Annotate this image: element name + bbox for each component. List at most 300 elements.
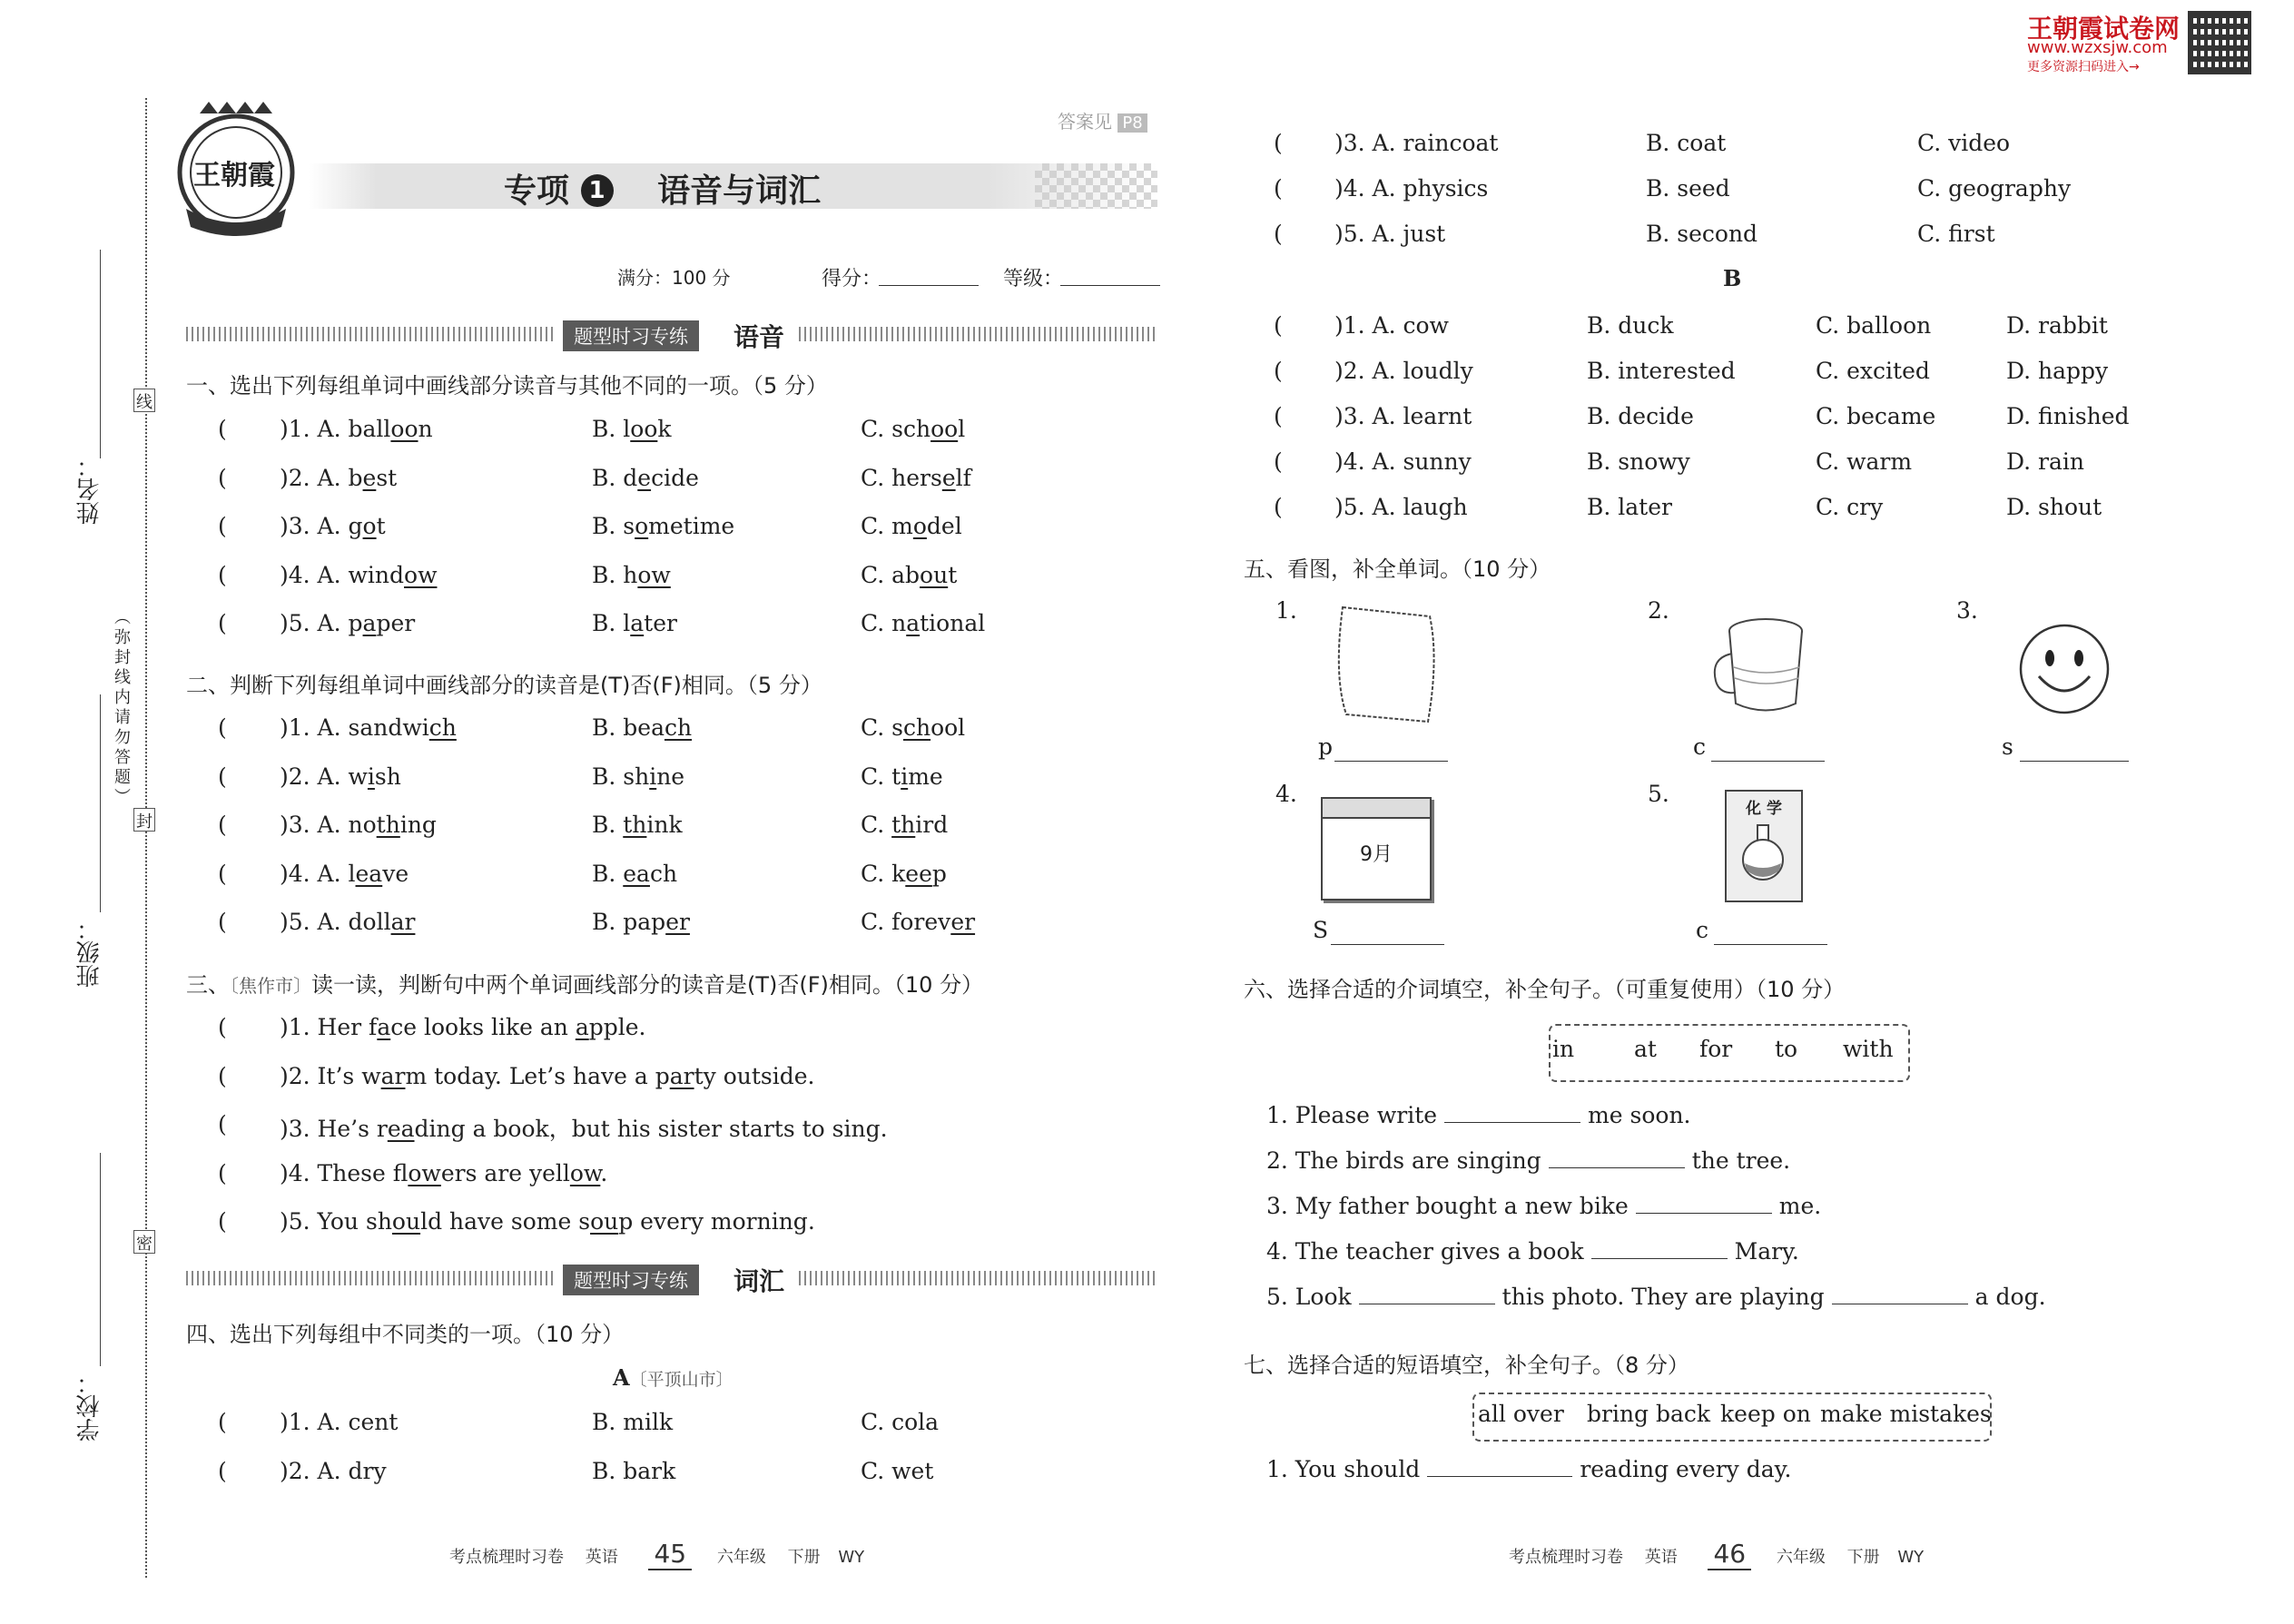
s6-word-to: to bbox=[1775, 1036, 1798, 1062]
class-field-line bbox=[100, 694, 101, 912]
s4b-option-c-1: C. balloon bbox=[1816, 312, 1932, 339]
sentence-text: 1. Please write bbox=[1266, 1102, 1438, 1128]
sentence-underlined: ea bbox=[387, 1116, 415, 1142]
school-label: 学校： bbox=[76, 1371, 103, 1442]
option-text: B. d bbox=[592, 464, 638, 491]
s4a-answer-paren-4[interactable]: ( bbox=[1274, 175, 1283, 202]
option-text: cide bbox=[651, 464, 699, 491]
s2-answer-paren-1[interactable]: ( bbox=[218, 714, 227, 741]
footer-right-book: 考点梳理时习卷 bbox=[1509, 1548, 1623, 1567]
sentence-text: 2. The birds are singing bbox=[1266, 1147, 1541, 1174]
sentence-text: me. bbox=[1778, 1193, 1822, 1219]
score-blank bbox=[879, 285, 979, 286]
sentence-underlined: ar bbox=[669, 1062, 694, 1089]
answer-ref-page: P8 bbox=[1117, 113, 1147, 133]
option-underlined: ea bbox=[623, 860, 650, 887]
s1-option-b-4 bbox=[592, 562, 671, 588]
option-text: C. n bbox=[861, 610, 907, 636]
s1-option-c-5 bbox=[861, 610, 985, 636]
s3-answer-paren-5[interactable]: ( bbox=[218, 1208, 227, 1235]
option-underlined: er bbox=[665, 909, 690, 935]
option-text: per bbox=[376, 610, 416, 636]
item-number: )5. A. bbox=[280, 610, 349, 636]
s4-group-a-label: A bbox=[613, 1364, 630, 1391]
footer-left bbox=[449, 1539, 864, 1569]
option-text: ne bbox=[656, 763, 685, 790]
s1-option-a-4 bbox=[280, 562, 437, 588]
band2-hatch-left bbox=[186, 1271, 554, 1285]
option-underlined: o bbox=[912, 513, 927, 539]
s4b-answer-paren-4[interactable]: ( bbox=[1274, 448, 1283, 475]
s6-word-with: with bbox=[1843, 1036, 1894, 1062]
s4b-option-a-5: )5. A. laugh bbox=[1334, 494, 1468, 520]
s3-answer-paren-3[interactable]: ( bbox=[218, 1111, 227, 1137]
s1-option-a-5 bbox=[280, 610, 415, 636]
band2-label: 词汇 bbox=[733, 1266, 785, 1296]
option-text: p bbox=[931, 860, 947, 887]
s5-blank-3 bbox=[2020, 761, 2129, 762]
option-text: ool bbox=[930, 714, 966, 741]
option-text: B. pap bbox=[592, 909, 666, 935]
option-text: lf bbox=[955, 464, 971, 491]
item-number: )1. A. bbox=[280, 416, 349, 442]
s3-answer-paren-4[interactable]: ( bbox=[218, 1159, 227, 1186]
title-checker bbox=[1035, 163, 1157, 209]
option-underlined: ch bbox=[664, 714, 693, 741]
s4b-option-c-3: C. became bbox=[1816, 403, 1936, 429]
sentence-text: this photo. They are playing bbox=[1501, 1284, 1825, 1310]
option-text: sandwi bbox=[348, 714, 429, 741]
footer-left-subject: 英语 bbox=[585, 1548, 618, 1567]
item-number: )4. A. bbox=[280, 561, 349, 588]
sentence-text: me soon. bbox=[1588, 1102, 1691, 1128]
brand-logo bbox=[168, 100, 304, 236]
option-underlined: oo bbox=[930, 416, 959, 442]
seal-mark-2: 封 bbox=[133, 808, 155, 832]
option-underlined: ea bbox=[355, 860, 383, 887]
sentence-text: m today. Let’s have a p bbox=[405, 1062, 670, 1089]
s7-phrase-3: keep on bbox=[1720, 1401, 1811, 1427]
s5-heading: 五、看图，补全单词。（10 分） bbox=[1244, 556, 1551, 582]
band1-hatch-left bbox=[186, 327, 554, 341]
s4b-option-c-5: C. cry bbox=[1816, 494, 1884, 520]
band2-tag: 题型时习专练 bbox=[563, 1265, 699, 1295]
s4b-option-a-1: )1. A. cow bbox=[1334, 312, 1449, 339]
title-prefix: 专项 bbox=[504, 172, 570, 210]
option-text: C. forev bbox=[861, 909, 951, 935]
s3-sentence-3 bbox=[280, 1111, 888, 1144]
option-underlined: o bbox=[635, 513, 649, 539]
sentence-text: 1. You should bbox=[1266, 1456, 1421, 1482]
s4a-option-b-5: B. second bbox=[1646, 221, 1758, 247]
option-underlined: i bbox=[901, 763, 909, 790]
option-underlined: ow bbox=[404, 561, 438, 588]
s4b-option-d-3: D. finished bbox=[2006, 403, 2130, 429]
s4a-option-c-1: C. cola bbox=[861, 1409, 940, 1435]
s1-answer-paren-1[interactable]: ( bbox=[218, 416, 227, 442]
option-underlined: a bbox=[362, 610, 377, 636]
s4a-option-b-4: B. seed bbox=[1646, 175, 1730, 202]
s5-letter-2: c bbox=[1693, 733, 1707, 760]
s4a-option-a-5: )5. A. just bbox=[1334, 221, 1446, 247]
option-text: wind bbox=[348, 561, 405, 588]
s2-option-a-3 bbox=[280, 812, 437, 838]
option-text: C. t bbox=[861, 763, 901, 790]
footer-right bbox=[1509, 1539, 1924, 1569]
s7-phrase-2: bring back bbox=[1587, 1401, 1711, 1427]
s2-option-c-2 bbox=[861, 763, 943, 790]
s4a-option-c-5: C. first bbox=[1917, 221, 1995, 247]
s2-answer-paren-3[interactable]: ( bbox=[218, 812, 227, 838]
s4b-answer-paren-5[interactable]: ( bbox=[1274, 494, 1283, 520]
s3-sentence-2 bbox=[280, 1063, 814, 1089]
s6-sentence-2 bbox=[1266, 1147, 1790, 1174]
s5-picture-calendar bbox=[1321, 797, 1432, 901]
option-underlined: a bbox=[630, 610, 645, 636]
s7-blank-1[interactable] bbox=[1427, 1458, 1572, 1477]
s4b-option-c-4: C. warm bbox=[1816, 448, 1913, 475]
item-number: )2. A. bbox=[280, 763, 349, 790]
s4b-option-d-4: D. rain bbox=[2006, 448, 2084, 475]
s6-word-in: in bbox=[1552, 1036, 1575, 1062]
s4b-option-d-2: D. happy bbox=[2006, 358, 2109, 384]
s2-option-c-5 bbox=[861, 909, 975, 935]
option-text: k bbox=[657, 416, 672, 442]
s1-option-a-2 bbox=[280, 465, 397, 491]
s3-sentence-4 bbox=[280, 1160, 607, 1186]
s1-option-b-3 bbox=[592, 513, 734, 539]
sentence-text: reading every day. bbox=[1580, 1456, 1792, 1482]
s6-blank-5[interactable] bbox=[1359, 1285, 1495, 1304]
sentence-text: )3. He’s r bbox=[280, 1116, 388, 1142]
answer-ref bbox=[1058, 107, 1147, 133]
grade-label: 等级： bbox=[1003, 268, 1064, 290]
option-underlined: e bbox=[362, 464, 377, 491]
s4a-option-a-2: )2. A. dry bbox=[280, 1457, 387, 1484]
calendar-top bbox=[1323, 799, 1430, 819]
s5-blank-5 bbox=[1714, 944, 1827, 945]
s6-sentence-4 bbox=[1266, 1238, 1799, 1265]
school-field-line bbox=[100, 1153, 101, 1366]
s4a-answer-paren-5[interactable]: ( bbox=[1274, 221, 1283, 247]
s5-blank-2 bbox=[1711, 761, 1825, 762]
option-text: ch bbox=[649, 860, 678, 887]
s1-answer-paren-2[interactable]: ( bbox=[218, 464, 227, 491]
seal-mark-3: 密 bbox=[133, 1230, 155, 1254]
sentence-text: )1. Her f bbox=[280, 1014, 378, 1040]
class-label: 班级： bbox=[76, 917, 103, 988]
option-text: ter bbox=[644, 610, 677, 636]
s2-option-b-5 bbox=[592, 909, 690, 935]
s4a-option-c-2: C. wet bbox=[861, 1457, 934, 1484]
score-label: 得分： bbox=[822, 268, 882, 290]
s1-option-b-2 bbox=[592, 465, 699, 491]
s1-answer-paren-4[interactable]: ( bbox=[218, 561, 227, 588]
seal-note: （弥封线内请勿答题） bbox=[112, 608, 131, 808]
option-text: n bbox=[418, 416, 433, 442]
band1-tag: 题型时习专练 bbox=[563, 320, 699, 351]
s4b-option-d-5: D. shout bbox=[2006, 494, 2102, 520]
site-url: www.wzxsjw.com bbox=[2027, 38, 2168, 57]
s5-letter-4: S bbox=[1313, 917, 1329, 943]
option-underlined: i bbox=[649, 763, 657, 790]
s5-num-4: 4. bbox=[1275, 781, 1297, 807]
s2-option-c-3 bbox=[861, 812, 948, 838]
s6-sentence-3 bbox=[1266, 1193, 1821, 1219]
s2-option-a-5 bbox=[280, 909, 415, 935]
s4a-answer-paren-3[interactable]: ( bbox=[1274, 130, 1283, 156]
s5-blank-4 bbox=[1331, 944, 1444, 945]
option-text: t bbox=[948, 561, 958, 588]
s3-answer-paren-1[interactable]: ( bbox=[218, 1014, 227, 1040]
sentence-text: ce looks like an bbox=[390, 1014, 576, 1040]
sentence-underlined: ou bbox=[590, 1208, 619, 1235]
item-number: )2. A. bbox=[280, 464, 349, 491]
s5-blank-1 bbox=[1334, 761, 1448, 762]
s1-option-a-1 bbox=[280, 416, 433, 442]
s3-region: 〔焦作市〕 bbox=[230, 975, 311, 997]
s4a-answer-paren-2[interactable]: ( bbox=[218, 1457, 227, 1484]
s4-group-b-label: B bbox=[1723, 265, 1742, 291]
s4a-option-b-3: B. coat bbox=[1646, 130, 1727, 156]
sentence-underlined: ou bbox=[391, 1208, 421, 1235]
s4b-answer-paren-1[interactable]: ( bbox=[1274, 312, 1283, 339]
band2-hatch-right bbox=[799, 1271, 1157, 1285]
binding-dotted-line bbox=[145, 98, 147, 1578]
option-text: ball bbox=[348, 416, 391, 442]
option-underlined: er bbox=[950, 909, 976, 935]
answer-ref-label: 答案见 bbox=[1058, 111, 1112, 133]
s5-letter-1: p bbox=[1318, 733, 1334, 760]
s1-answer-paren-5[interactable]: ( bbox=[218, 610, 227, 636]
option-underlined: e bbox=[637, 464, 652, 491]
s2-option-b-4 bbox=[592, 861, 677, 887]
s4b-option-b-2: B. interested bbox=[1587, 358, 1736, 384]
sentence-text: )4. These fl bbox=[280, 1159, 409, 1186]
item-number: )4. A. bbox=[280, 860, 349, 887]
option-text: C. ab bbox=[861, 561, 921, 588]
option-underlined: i bbox=[367, 763, 375, 790]
footer-right-page: 46 bbox=[1708, 1539, 1751, 1570]
sentence-text: 3. My father bought a new bike bbox=[1266, 1193, 1629, 1219]
s6-sentence-1 bbox=[1266, 1102, 1691, 1128]
s4b-answer-paren-2[interactable]: ( bbox=[1274, 358, 1283, 384]
s2-option-c-1 bbox=[861, 714, 965, 741]
s1-option-c-2 bbox=[861, 465, 971, 491]
sentence-text: )5. You sh bbox=[280, 1208, 392, 1235]
option-text: b bbox=[348, 464, 363, 491]
s6-blank-5b[interactable] bbox=[1832, 1285, 1968, 1304]
option-text: C. hers bbox=[861, 464, 942, 491]
s2-answer-paren-4[interactable]: ( bbox=[218, 860, 227, 887]
s4b-option-b-1: B. duck bbox=[1587, 312, 1674, 339]
name-label: 姓名： bbox=[76, 454, 103, 525]
option-text: B. h bbox=[592, 561, 638, 588]
sentence-text: )2. It’s w bbox=[280, 1062, 381, 1089]
s5-num-5: 5. bbox=[1648, 781, 1669, 807]
s4b-option-a-3: )3. A. learnt bbox=[1334, 403, 1472, 429]
sentence-underlined: ow bbox=[408, 1159, 441, 1186]
s7-phrase-4: make mistakes bbox=[1820, 1401, 1992, 1427]
s1-option-a-3 bbox=[280, 513, 386, 539]
s4b-option-a-4: )4. A. sunny bbox=[1334, 448, 1472, 475]
sentence-text: 5. Look bbox=[1266, 1284, 1352, 1310]
sentence-underlined: a bbox=[377, 1014, 391, 1040]
option-text: C. sch bbox=[861, 416, 931, 442]
sentence-underlined: ar bbox=[380, 1062, 406, 1089]
s1-answer-paren-3[interactable]: ( bbox=[218, 513, 227, 539]
calendar-text: 9月 bbox=[1360, 843, 1393, 866]
s2-heading: 二、判断下列每组单词中画线部分的读音是(T)否(F)相同。（5 分） bbox=[186, 673, 822, 698]
option-underlined: o bbox=[362, 513, 377, 539]
s4-group-a-region: 〔平顶山市〕 bbox=[629, 1370, 733, 1390]
s1-option-b-5 bbox=[592, 610, 677, 636]
s3-answer-paren-2[interactable]: ( bbox=[218, 1062, 227, 1089]
item-number: )5. A. bbox=[280, 909, 349, 935]
option-underlined: ch bbox=[902, 714, 931, 741]
page-title bbox=[504, 165, 821, 212]
s5-picture-chem-book bbox=[1725, 790, 1803, 902]
sentence-text: pple. bbox=[588, 1014, 646, 1040]
option-text: ing bbox=[399, 812, 437, 838]
option-text: del bbox=[926, 513, 962, 539]
s6-word-at: at bbox=[1634, 1036, 1657, 1062]
footer-left-book: 考点梳理时习卷 bbox=[449, 1548, 564, 1567]
s2-option-b-3 bbox=[592, 812, 683, 838]
s7-sentence-1 bbox=[1266, 1456, 1791, 1482]
s2-option-a-2 bbox=[280, 763, 401, 790]
s2-option-b-1 bbox=[592, 714, 692, 741]
option-text: B. bbox=[592, 812, 624, 838]
chem-book-title: 化 学 bbox=[1746, 800, 1782, 818]
s6-blank-2[interactable] bbox=[1549, 1149, 1685, 1168]
option-text: me bbox=[908, 763, 943, 790]
option-underlined: ee bbox=[905, 860, 932, 887]
s1-option-c-1 bbox=[861, 416, 965, 442]
option-text: C. k bbox=[861, 860, 906, 887]
item-number: )3. A. bbox=[280, 812, 349, 838]
s2-option-a-1 bbox=[280, 714, 457, 741]
option-text: B. sh bbox=[592, 763, 650, 790]
s6-heading: 六、选择合适的介词填空，补全句子。（可重复使用）（10 分） bbox=[1244, 977, 1846, 1002]
site-name: 王朝霞试卷网 bbox=[2027, 14, 2181, 44]
option-text: C. m bbox=[861, 513, 913, 539]
option-text: ve bbox=[382, 860, 409, 887]
name-field-line bbox=[100, 250, 101, 458]
title-main: 语音与词汇 bbox=[657, 172, 822, 210]
s4b-option-c-2: C. excited bbox=[1816, 358, 1930, 384]
option-text: B. bbox=[592, 860, 624, 887]
sentence-text: . bbox=[600, 1159, 608, 1186]
footer-right-ver: WY bbox=[1897, 1548, 1925, 1567]
option-underlined: th bbox=[623, 812, 647, 838]
s6-blank-1[interactable] bbox=[1444, 1104, 1580, 1123]
s4a-option-c-3: C. video bbox=[1917, 130, 2011, 156]
option-text: metime bbox=[648, 513, 735, 539]
s4a-option-b-1: B. milk bbox=[592, 1409, 674, 1435]
s4b-option-d-1: D. rabbit bbox=[2006, 312, 2108, 339]
s2-option-b-2 bbox=[592, 763, 684, 790]
s4a-option-a-4: )4. A. physics bbox=[1334, 175, 1489, 202]
s6-blank-4[interactable] bbox=[1591, 1240, 1728, 1259]
footer-right-term: 下册 bbox=[1846, 1548, 1880, 1567]
s4a-answer-paren-1[interactable]: ( bbox=[218, 1409, 227, 1435]
sentence-text: ers are yell bbox=[440, 1159, 570, 1186]
option-text: C. bbox=[861, 812, 892, 838]
item-number: )3. A. bbox=[280, 513, 349, 539]
footer-left-grade: 六年级 bbox=[716, 1548, 766, 1567]
item-number: )1. A. bbox=[280, 714, 349, 741]
option-text: B. l bbox=[592, 416, 631, 442]
option-text: C. s bbox=[861, 714, 903, 741]
grade-blank bbox=[1060, 285, 1160, 286]
option-underlined: oo bbox=[390, 416, 418, 442]
option-text: B. l bbox=[592, 610, 631, 636]
qr-code[interactable] bbox=[2188, 11, 2251, 74]
s4-group-a bbox=[613, 1364, 733, 1391]
s6-blank-3[interactable] bbox=[1636, 1195, 1772, 1214]
score-full: 满分：100 分 bbox=[617, 267, 731, 289]
s5-picture-paper bbox=[1330, 604, 1443, 730]
s5-num-1: 1. bbox=[1275, 597, 1297, 624]
sentence-text: ding a book，but his sister starts to sing. bbox=[414, 1116, 888, 1142]
title-number: 1 bbox=[581, 174, 614, 207]
sentence-text: the tree. bbox=[1691, 1147, 1791, 1174]
s2-option-a-4 bbox=[280, 861, 409, 887]
footer-left-ver: WY bbox=[838, 1548, 865, 1567]
sentence-text: 4. The teacher gives a book bbox=[1266, 1238, 1584, 1265]
option-text: w bbox=[348, 763, 368, 790]
option-text: g bbox=[348, 513, 363, 539]
sentence-underlined: a bbox=[575, 1014, 589, 1040]
option-underlined: oo bbox=[630, 416, 658, 442]
s2-answer-paren-2[interactable]: ( bbox=[218, 763, 227, 790]
option-underlined: e bbox=[941, 464, 956, 491]
option-text: l bbox=[348, 860, 356, 887]
s3-heading-post: 读一读，判断句中两个单词画线部分的读音是(T)否(F)相同。（10 分） bbox=[311, 972, 984, 998]
footer-left-term: 下册 bbox=[787, 1548, 821, 1567]
seal-mark-1: 线 bbox=[133, 389, 155, 412]
s3-heading bbox=[186, 967, 983, 999]
site-tagline: 更多资源扫码进入→ bbox=[2027, 60, 2140, 74]
option-text: p bbox=[348, 610, 363, 636]
option-underlined: th bbox=[376, 812, 400, 838]
footer-right-grade: 六年级 bbox=[1776, 1548, 1826, 1567]
option-text: B. bea bbox=[592, 714, 665, 741]
s4-heading: 四、选出下列每组中不同类的一项。（10 分） bbox=[186, 1322, 625, 1347]
s2-option-c-4 bbox=[861, 861, 947, 887]
option-text: no bbox=[348, 812, 377, 838]
band1-label: 语音 bbox=[733, 322, 785, 352]
s3-sentence-5 bbox=[280, 1208, 815, 1235]
s1-heading: 一、选出下列每组单词中画线部分读音与其他不同的一项。（5 分） bbox=[186, 373, 828, 399]
sentence-underlined: ow bbox=[569, 1159, 601, 1186]
footer-left-page: 45 bbox=[648, 1539, 692, 1570]
s4b-option-b-4: B. snowy bbox=[1587, 448, 1690, 475]
option-underlined: ou bbox=[920, 561, 949, 588]
s4b-answer-paren-3[interactable]: ( bbox=[1274, 403, 1283, 429]
s2-answer-paren-5[interactable]: ( bbox=[218, 909, 227, 935]
s4b-option-a-2: )2. A. loudly bbox=[1334, 358, 1473, 384]
option-underlined: ow bbox=[637, 561, 671, 588]
sentence-text: p every morning. bbox=[618, 1208, 815, 1235]
s5-picture-smile bbox=[2017, 622, 2112, 720]
option-text: l bbox=[958, 416, 966, 442]
option-text: ink bbox=[646, 812, 683, 838]
option-text: tional bbox=[920, 610, 986, 636]
option-text: sh bbox=[374, 763, 401, 790]
s3-sentence-1 bbox=[280, 1014, 645, 1040]
